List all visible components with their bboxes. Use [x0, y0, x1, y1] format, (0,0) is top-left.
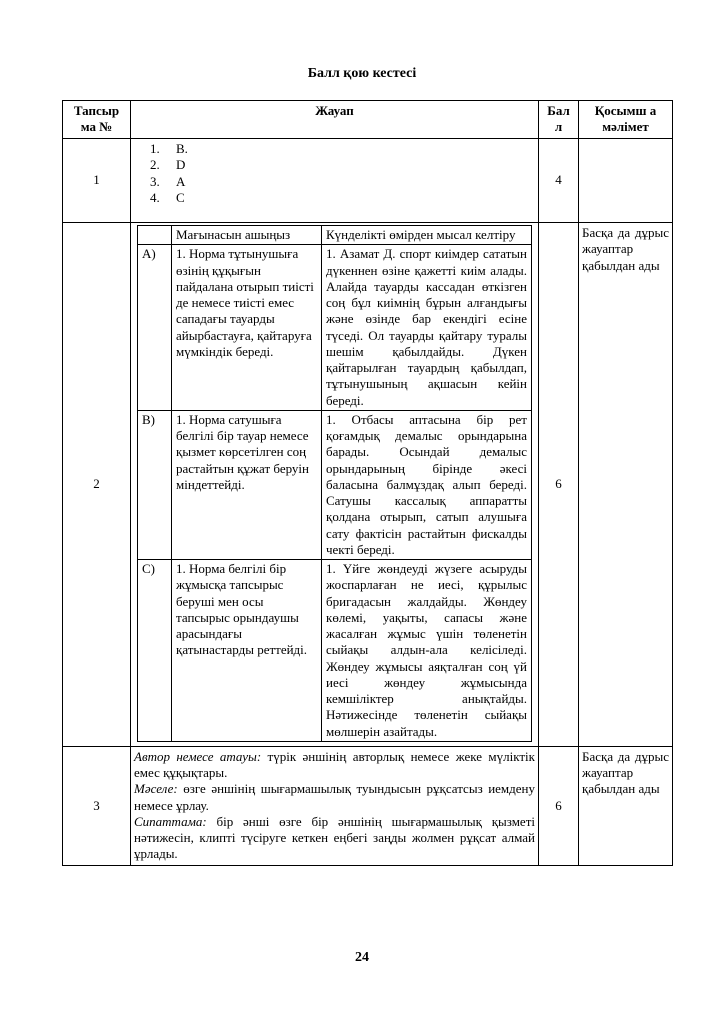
inner-row — [138, 410, 532, 559]
page-number: 24 — [355, 950, 369, 965]
meaning-text: 1. Норма тұтынушыға өзінің құқығын пайдалана отырып тиісті де немесе тиісті емес сападағы тауарды айырбастауға, қайтаруға мүмкіндік береді. — [172, 245, 322, 411]
task-number: 2 — [63, 223, 131, 747]
list-item: 3. A — [150, 173, 186, 189]
table-row — [63, 746, 673, 865]
example-text: 1. Үйге жөндеуді жүзеге асыруды жоспарлаған не иесі, құрылыс бригадасын жалдайды. Жөндеу көлемі, уақыты, сапасы және жасалған жұмыс үшін төленетін сыйақы алдын-ала келісіледі. Жөндеу жұмысы аяқталған соң үй иесі жөндеу жұмысында кемшіліктер анықтайды. Нәтижесінде төленетін сыйақы мөлшерін азайтады. — [322, 560, 532, 742]
list-item: 1. B. — [150, 141, 188, 156]
inner-row — [138, 245, 532, 411]
header-extra-info: Қосымш а мәлімет — [579, 101, 673, 139]
answer-part: Автор немесе атауы: түрік әншінің авторлық немесе жеке мүліктік емес құқықтары. — [134, 748, 535, 780]
answer-cell — [131, 746, 539, 865]
list-item: 2. D — [150, 157, 186, 173]
extra-info: Басқа да дұрыс жауаптар қабылдан ады — [579, 223, 673, 747]
extra-info — [579, 139, 673, 223]
answer-cell — [131, 223, 539, 747]
inner-header-example: Күнделікті өмірден мысал келтіру — [322, 226, 532, 245]
header-task-number: Тапсыр ма № — [63, 101, 131, 139]
inner-header-meaning: Мағынасын ашыңыз — [172, 226, 322, 245]
task-number: 1 — [63, 139, 131, 223]
answer-cell — [131, 139, 539, 223]
ball-value: 6 — [539, 746, 579, 865]
inner-header-empty — [138, 226, 172, 245]
answer-list — [134, 141, 535, 206]
table-row — [63, 139, 673, 223]
row-label: C) — [138, 560, 172, 742]
row-label: B) — [138, 410, 172, 559]
extra-info: Басқа да дұрыс жауаптар қабылдан ады — [579, 746, 673, 865]
table-row — [63, 223, 673, 747]
answer-part: Мәселе: өзге әншінің шығармашылық туындысын рұқсатсыз иемдену немесе ұрлау. — [134, 781, 535, 813]
inner-row — [138, 560, 532, 742]
row-label: A) — [138, 245, 172, 411]
meaning-text: 1. Норма сатушыға белгілі бір тауар немесе қызмет көрсетілген соң растайтын құжат беруін міндеттейді. — [172, 410, 322, 559]
scoring-table — [62, 100, 673, 866]
header-ball: Бал л — [539, 101, 579, 139]
ball-value: 6 — [539, 223, 579, 747]
inner-table — [137, 225, 532, 742]
meaning-text: 1. Норма белгілі бір жұмысқа тапсырыс беруші мен осы тапсырыс орындаушы арасындағы қатынастарды реттейді. — [172, 560, 322, 742]
header-answer: Жауап — [131, 101, 539, 139]
list-item: 4. C — [150, 189, 185, 205]
page-title: Балл қою кестесі — [307, 66, 417, 81]
example-text: 1. Азамат Д. спорт киімдер сататын дүкеннен өзіне қажетті киім алады. Алайда тауарды кассадан өткізген соң бұл киімнің бұрын алғандығы және өзінде бар екендігі есіне түседі. Ол тауарды қайтару туралы шешім қабылдайды. Дүкен қайтарылған тауардың қабылдап, тұтынушының ақшасын кейін береді. — [322, 245, 532, 411]
ball-value: 4 — [539, 139, 579, 223]
example-text: 1. Отбасы аптасына бір рет қоғамдық демалыс орындарына барады. Осындай демалыс орындарының бірінде әкесі баласына балмұздақ алып береді. Сатушы кассалық аппаратты қолдана отырып, сатып алушыға сату фактісін растайтын фискалды чекті береді. — [322, 410, 532, 559]
task-number: 3 — [63, 746, 131, 865]
answer-part: Сипаттама: бір әнші өзге бір әншінің шығармашылық қызметі нәтижесін, клипті түсіруге кеткен еңбегі заңды жолмен рұқсат алмай ұрлады. — [134, 813, 535, 862]
